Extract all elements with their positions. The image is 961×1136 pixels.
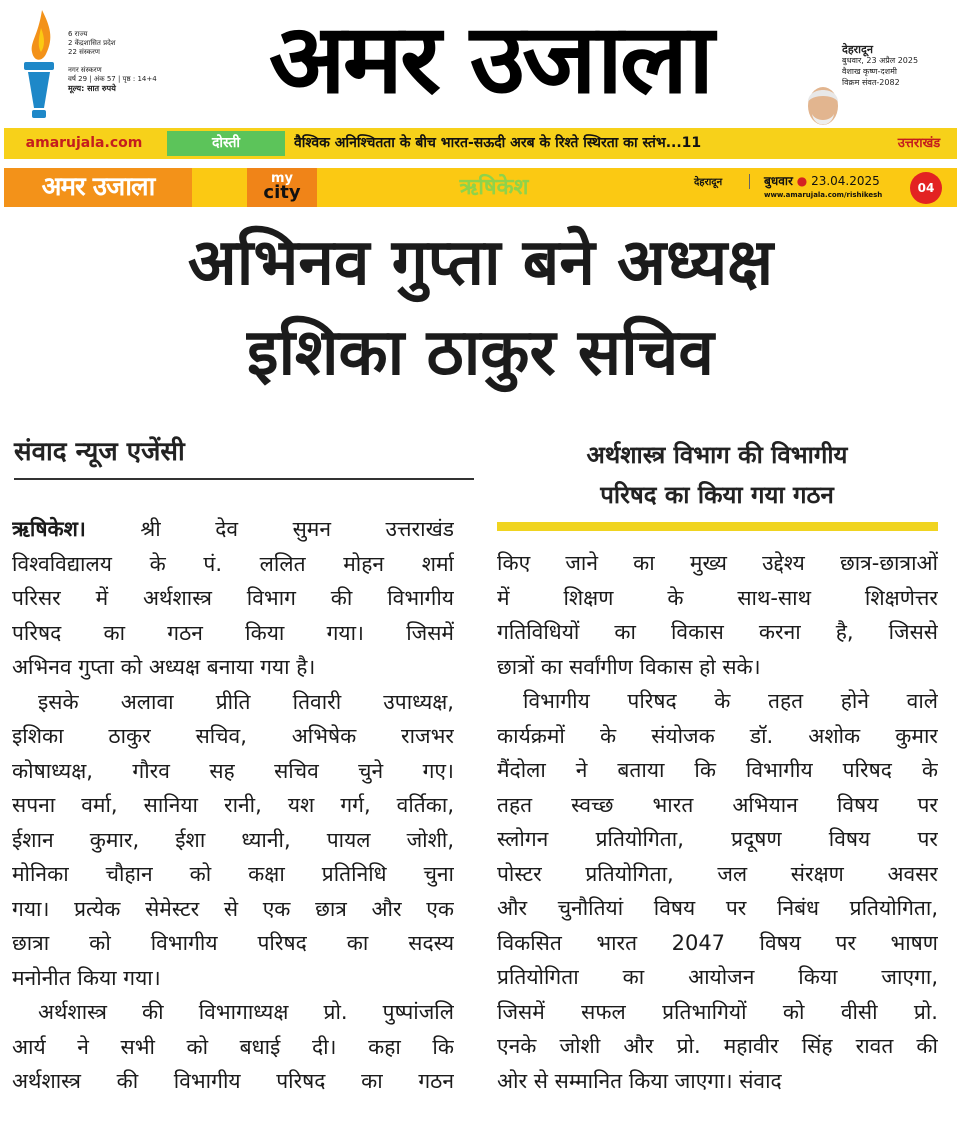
page-header-bar — [4, 168, 957, 207]
info-line: वर्ष 29 | अंक 57 | पृष्ठ : 14+4 — [68, 75, 157, 83]
text-line: अर्थशास्त्र की विभागाध्यक्ष प्रो. पुष्पांजलि — [38, 1000, 454, 1024]
dateline: ऋषिकेश। — [12, 517, 86, 541]
info-line: नगर संस्करण — [68, 66, 102, 74]
mycity-top: my — [270, 171, 294, 186]
mycity-bottom: city — [263, 182, 301, 203]
strip-tag: दोस्ती — [167, 131, 285, 156]
top-strip — [4, 128, 957, 159]
masthead-city: देहरादून — [842, 43, 873, 56]
page-number-badge: 04 — [910, 172, 942, 204]
subhead-accent-bar — [497, 522, 938, 531]
text-line: परिषद का गठन किया गया। जिसमें — [12, 620, 454, 645]
article-column-right — [497, 546, 938, 1098]
text-line: में शिक्षण के साथ-साथ शिक्षणेत्तर — [497, 585, 938, 610]
masthead-samvat: विक्रम संवत-2082 — [842, 78, 900, 87]
text-line: गतिविधियों का विकास करना है, जिससे — [497, 620, 938, 644]
subhead-line: अर्थशास्त्र विभाग की विभागीय — [586, 441, 848, 469]
masthead-dateblock — [842, 44, 957, 88]
text-line: परिसर में अर्थशास्त्र विभाग की विभागीय — [12, 586, 454, 610]
text-line: मैंदोला ने बताया कि विभागीय परिषद के — [497, 758, 938, 782]
info-line: 2 केंद्रशासित प्रदेश — [68, 39, 116, 47]
text-line: आर्य ने सभी को बधाई दी। कहा कि — [12, 1034, 454, 1059]
text-line: छात्रों का सर्वांगीण विकास हो सके। — [497, 654, 761, 679]
masthead-date: बुधवार, 23 अप्रैल 2025 — [842, 56, 919, 65]
text-line: कोषाध्यक्ष, गौरव सह सचिव चुने गए। — [12, 758, 454, 783]
info-line: 6 राज्य — [68, 30, 88, 38]
masthead-info — [68, 30, 188, 93]
divider — [749, 174, 750, 189]
text-line: मनोनीत किया गया। — [12, 965, 161, 990]
text-line: अभिनव गुप्ता को अध्यक्ष बनाया गया है। — [12, 655, 316, 679]
text-line: ऋषिकेश। श्री देव सुमन उत्तराखंड — [12, 517, 454, 541]
text-line: विकसित भारत 2047 विषय पर भाषण — [497, 930, 938, 955]
text-line: कार्यक्रमों के संयोजक डॉ. अशोक कुमार — [497, 723, 938, 748]
info-line: 22 संस्करण — [68, 48, 100, 56]
text-line: मोनिका चौहान को कक्षा प्रतिनिधि चुना — [12, 862, 454, 886]
torch-logo-icon — [20, 8, 58, 120]
text-line: तहत स्वच्छ भारत अभियान विषय पर — [497, 792, 938, 817]
text-line: ओर से सम्मानित किया जाएगा। संवाद — [497, 1068, 782, 1093]
edition-name: ऋषिकेश — [459, 175, 529, 200]
text-line: जिसमें सफल प्रतिभागियों को वीसी प्रो. — [497, 999, 938, 1024]
text-line: सपना वर्मा, सानिया रानी, यश गर्ग, वर्तिका, — [12, 793, 454, 817]
page-day: बुधवार — [764, 174, 793, 188]
masthead — [0, 0, 961, 126]
masthead-lunar: वैशाख कृष्ण-दशमी — [842, 67, 897, 76]
text-line: इशिका ठाकुर सचिव, अभिषेक राजभर — [12, 724, 454, 748]
dot-icon: ● — [796, 174, 808, 188]
strip-headline[interactable]: वैश्विक अनिश्चितता के बीच भारत-सऊदी अरब के रिश्ते स्थिरता का स्तंभ...11 — [294, 135, 702, 151]
text-line: विभागीय परिषद के तहत होने वाले — [523, 689, 938, 713]
text-line: और चुनौतियां विषय पर निबंध प्रतियोगिता, — [497, 896, 938, 920]
price: मूल्य: सात रुपये — [68, 84, 116, 93]
text-line: विश्वविद्यालय के पं. ललित मोहन शर्मा — [12, 551, 454, 576]
page-date-value: 23.04.2025 — [811, 174, 880, 188]
page-date — [764, 172, 880, 189]
strip-region: उत्तराखंड — [897, 136, 941, 151]
text-line: ईशान कुमार, ईशा ध्यानी, पायल जोशी, — [12, 827, 454, 852]
mycity-badge — [247, 168, 317, 207]
headline-line: अभिनव गुप्ता बने अध्यक्ष — [187, 226, 774, 300]
text-line: एनके जोशी और प्रो. महावीर सिंह रावत की — [497, 1034, 938, 1058]
article-headline — [0, 218, 961, 398]
article-column-left — [12, 512, 454, 1099]
text-line: स्लोगन प्रतियोगिता, प्रदूषण विषय पर — [497, 827, 938, 851]
text-line: किए जाने का मुख्य उद्देश्य छात्र-छात्राओं — [497, 551, 938, 575]
text-line: पोस्टर प्रतियोगिता, जल संरक्षण अवसर — [497, 861, 938, 886]
article-subhead — [497, 435, 937, 515]
text-line: अर्थशास्त्र की विभागीय परिषद का गठन — [12, 1069, 454, 1093]
subhead-line: परिषद का किया गया गठन — [600, 481, 834, 509]
headline-line: इशिका ठाकुर सचिव — [247, 316, 714, 390]
page-city: देहरादून — [694, 177, 723, 188]
text-line: गया। प्रत्येक सेमेस्टर से एक छात्र और एक — [12, 896, 454, 921]
text-line: प्रतियोगिता का आयोजन किया जाएगा, — [497, 965, 938, 989]
byline: संवाद न्यूज एजेंसी — [14, 437, 185, 467]
newspaper-title: अमर उजाला — [268, 3, 712, 115]
website-link[interactable]: amarujala.com — [25, 135, 143, 151]
byline-rule — [14, 478, 474, 480]
page-logo: अमर उजाला — [4, 168, 192, 207]
text-line: छात्रा को विभागीय परिषद का सदस्य — [12, 931, 454, 955]
page-url[interactable]: www.amarujala.com/rishikesh — [764, 191, 883, 199]
text-line: इसके अलावा प्रीति तिवारी उपाध्यक्ष, — [38, 689, 454, 714]
